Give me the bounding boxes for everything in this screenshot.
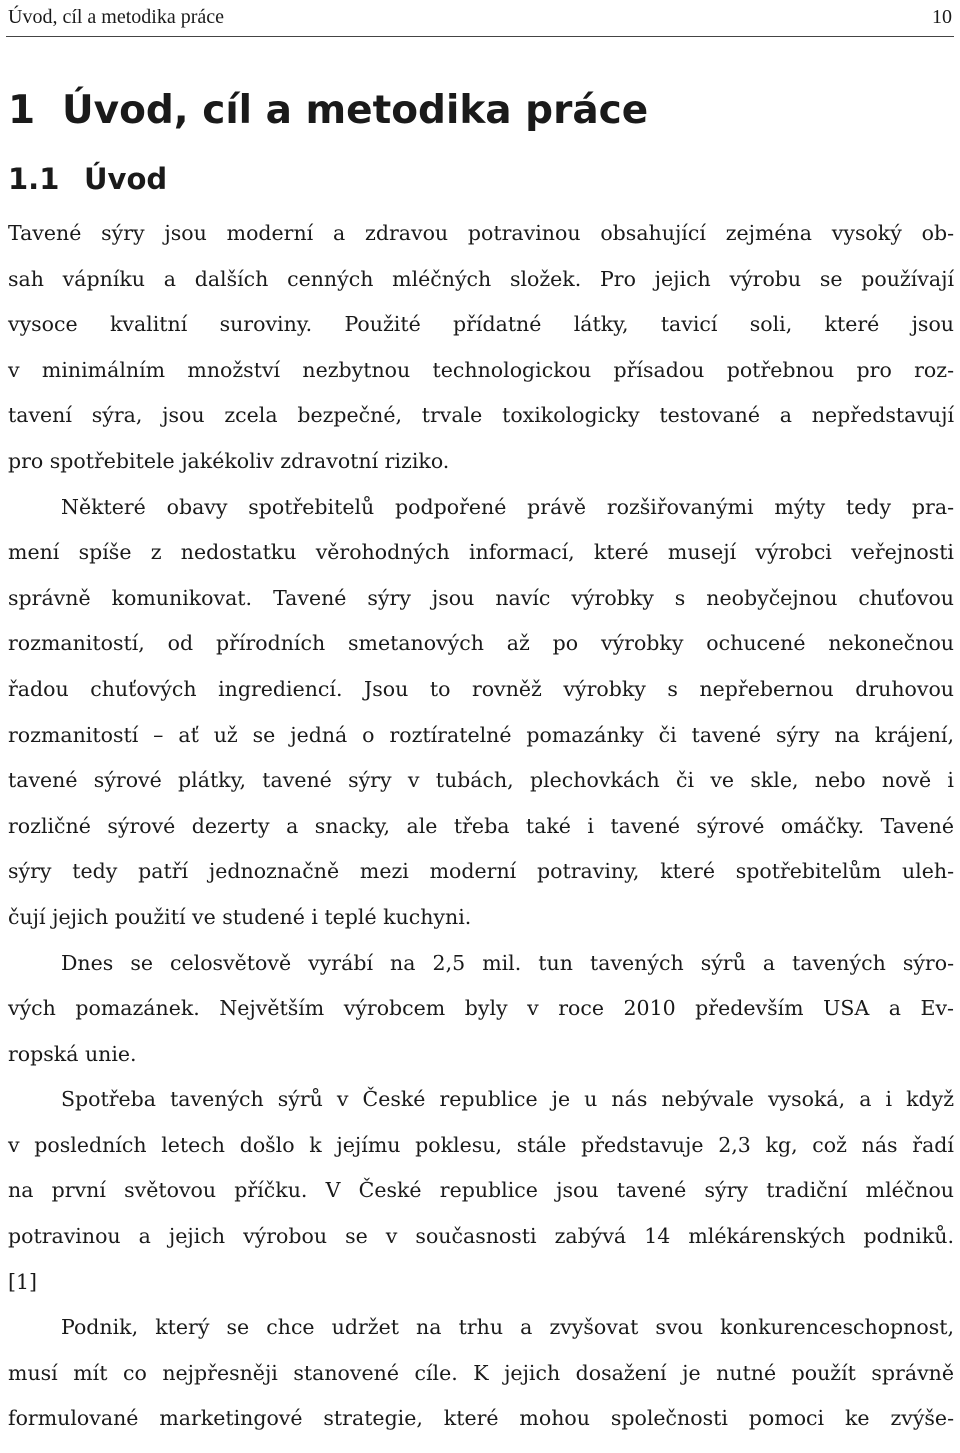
text-line: pro spotřebitele jakékoliv zdravotní riziko. (8, 448, 450, 473)
text-line: Podnik, který se chce udržet na trhu a zvyšovat svou konkurenceschopnost, (61, 1315, 954, 1340)
text-line: čují jejich použití ve studené i teplé kuchyni. (8, 904, 472, 929)
section-title: Úvod (84, 162, 168, 196)
text-line: vých pomazánek. Největším výrobcem byly v roce 2010 především USA a Ev- (8, 996, 954, 1021)
running-header (6, 2, 954, 37)
chapter-number: 1 (8, 88, 36, 133)
paragraph-2 (8, 485, 954, 941)
text-line: správně komunikovat. Tavené sýry jsou navíc výrobky s neobyčejnou chuťovou (8, 585, 954, 610)
text-line: v posledních letech došlo k jejímu poklesu, stále představuje 2,3 kg, což nás řadí (8, 1132, 954, 1157)
text-line: formulované marketingové strategie, které mohou společnosti pomoci ke zvýše- (8, 1406, 954, 1431)
section-heading (8, 155, 954, 203)
paragraph-1 (8, 211, 954, 485)
text-line: Některé obavy spotřebitelů podpořené právě rozšiřovanými mýty tedy pra- (61, 494, 954, 519)
chapter-heading (8, 80, 954, 142)
chapter-title: Úvod, cíl a metodika práce (62, 88, 649, 133)
text-line: ropská unie. (8, 1041, 137, 1066)
citation-reference: [1] (8, 1269, 38, 1294)
text-line: sýry tedy patří jednoznačně mezi moderní potraviny, které spotřebitelům uleh- (8, 859, 954, 884)
text-line: potravinou a jejich výrobou se v současnosti zabývá 14 mlékárenských podniků. (8, 1224, 954, 1249)
paragraph-4 (8, 1077, 954, 1305)
text-line: mení spíše z nedostatku věrohodných informací, které musejí výrobci veřejnosti (8, 540, 954, 565)
text-line: vysoce kvalitní suroviny. Použité přídatné látky, tavicí soli, které jsou (8, 312, 954, 337)
text-line: řadou chuťových ingrediencí. Jsou to rovněž výrobky s nepřebernou druhovou (8, 676, 954, 701)
text-line: Dnes se celosvětově vyrábí na 2,5 mil. tun tavených sýrů a tavených sýro- (61, 950, 954, 975)
paragraph-3 (8, 941, 954, 1078)
header-title: Úvod, cíl a metodika práce (8, 6, 225, 28)
text-line: rozličné sýrové dezerty a snacky, ale třeba také i tavené sýrové omáčky. Tavené (8, 813, 954, 838)
text-line: rozmanitostí, od přírodních smetanových až po výrobky ochucené nekonečnou (8, 631, 954, 656)
text-line: Spotřeba tavených sýrů v České republice je u nás nebývale vysoká, a i když (61, 1087, 954, 1112)
text-line: sah vápníku a dalších cenných mléčných složek. Pro jejich výrobu se používají (8, 266, 954, 291)
text-line: v minimálním množství nezbytnou technologickou přísadou potřebnou pro roz- (8, 357, 954, 382)
text-line: tavení sýra, jsou zcela bezpečné, trvale toxikologicky testované a nepředstavují (8, 403, 954, 428)
section-number: 1.1 (8, 162, 60, 196)
page-number: 10 (932, 6, 952, 28)
text-line: na první světovou příčku. V České republice jsou tavené sýry tradiční mléčnou (8, 1178, 954, 1203)
text-line: tavené sýrové plátky, tavené sýry v tubách, plechovkách či ve skle, nebo nově i (8, 768, 954, 793)
text-line: Tavené sýry jsou moderní a zdravou potravinou obsahující zejména vysoký ob- (8, 221, 954, 245)
paragraph-5 (8, 1305, 954, 1442)
text-line: rozmanitostí – ať už se jedná o roztíratelné pomazánky či tavené sýry na krájení, (8, 722, 954, 747)
text-line: musí mít co nejpřesněji stanovené cíle. K jejich dosažení je nutné použít správně (8, 1360, 954, 1385)
main-content (8, 80, 954, 1442)
